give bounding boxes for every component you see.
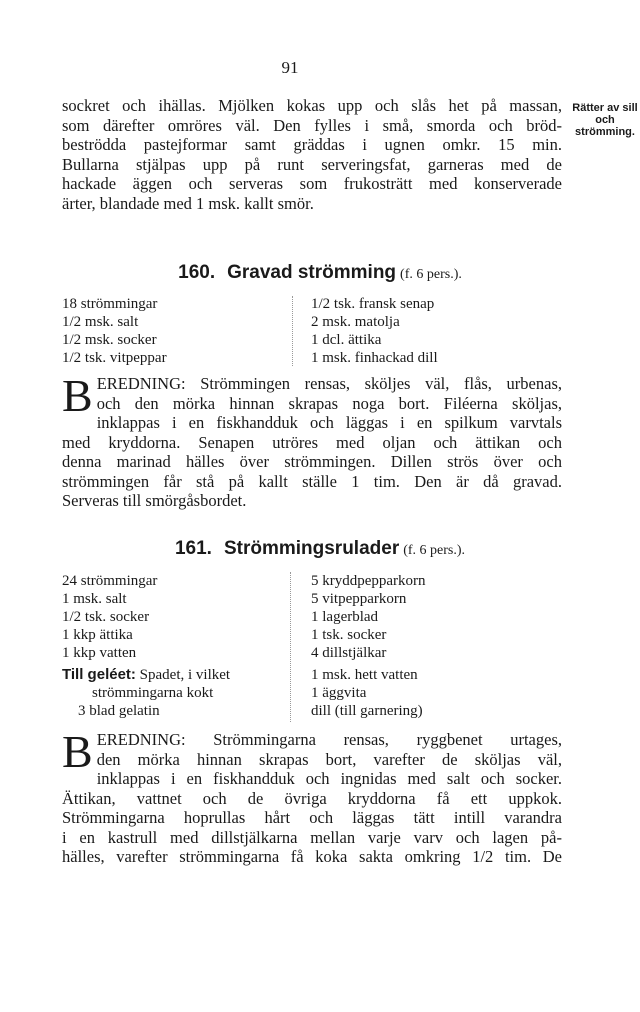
ingredient: 1 äggvita [311,685,367,701]
ingredient: 1 kkp vatten [62,645,137,661]
ingredient: 1 tsk. socker [311,627,387,643]
ingredient: 1/2 tsk. vitpeppar [62,350,167,366]
side-note [570,102,640,138]
page-number: 91 [281,58,299,77]
ingredient: Spadet, i vilket [139,667,231,683]
text-line: denna marinad hälles över strömmingen. Dillen strös över och [62,452,562,471]
ingredient: 1/2 msk. socker [62,332,157,348]
side-note-line: och [595,114,615,126]
text-line: hälles, varefter strömmingarna få koka sakta omkring 1/2 tim. De [62,847,562,866]
column-divider [290,572,291,722]
ingredient: 1 dcl. ättika [311,332,382,348]
ingredients-left [62,572,230,720]
ingredient: 18 strömmingar [62,296,158,312]
recipe-name: Gravad strömming [227,262,397,283]
recipe-number: 161. [174,538,212,559]
recipe-name: Strömmingsrulader [223,538,400,559]
ingredient: 1 msk. finhackad dill [311,350,438,366]
intro-paragraph [62,96,562,213]
text-line: Serveras till smörgåsbordet. [62,491,247,510]
ingredient: 1 lagerblad [311,609,379,625]
ingredient: 5 kryddpepparkorn [311,573,426,589]
ingredient: 2 msk. matolja [311,314,400,330]
jelly-heading-line [62,666,230,684]
ingredients-right [311,295,438,367]
ingredient: 1/2 tsk. socker [62,609,150,625]
text-line: och den mörka hinnan skrapas noga bort. Filéerna sköljas, [96,393,562,413]
recipe-160-method [62,370,562,511]
side-note-line: strömming. [575,126,635,138]
text-line: inklappas i en fiskhandduk och läggas i en spilkum varvtals [96,413,562,432]
recipe-number: 160. [178,262,216,283]
ingredient: 1 msk. hett vatten [311,667,418,683]
ingredient: 5 vitpepparkorn [311,591,407,607]
ingredient: 1 msk. salt [62,591,127,607]
text-line: Bullarna stjälpas upp på runt serveringsfat, garneras med de [62,154,562,174]
text-line: strömmingen får stå på kallt ställe 1 tim. Den är då gravad. [62,471,562,491]
text-line: med kryddorna. Senapen utröres med oljan och ättikan och [62,432,562,452]
text-line: EREDNING: Strömmingarna rensas, ryggbenet urtages, [96,730,562,749]
recipe-161-title [0,538,640,560]
text-line: i en kastrull med dillstjälkarna mellan varje varv och lagen på- [62,827,562,847]
text-line: sockret och ihällas. Mjölken kokas upp och slås het på massan, [62,96,562,115]
text-line: ärter, blandade med 1 msk. kallt smör. [62,193,314,213]
recipe-servings: (f. 6 pers.). [403,543,466,558]
ingredient: 24 strömmingar [62,573,158,589]
drop-cap: B [62,726,93,777]
text-line: inklappas i en fiskhandduk och ingnidas med salt och socker. [96,769,562,788]
ingredients-right [311,572,426,720]
text-line: som därefter omröres väl. Den fylles i små, smorda och bröd- [62,115,562,135]
text-line: hackade äggen och serveras som frukosträtt med konserverade [62,174,562,193]
ingredient: 3 blad gelatin [78,703,160,719]
ingredient: dill (till garnering) [311,703,423,719]
ingredient: 1/2 tsk. fransk senap [311,296,435,312]
side-note-line: Rätter av sill [572,102,638,114]
recipe-161-method [62,726,562,867]
text-line: Strömmingarna hoprullas hårt och läggas tätt intill varandra [62,808,562,827]
jelly-label: Till geléet: [62,666,136,683]
text-line: beströdda pastejformar samt gräddas i ugnen omkr. 15 min. [62,135,562,154]
text-line: den mörka hinnan skrapas bort, varefter de sköljas väl, [96,749,562,769]
ingredient: 1/2 msk. salt [62,314,139,330]
recipe-servings: (f. 6 pers.). [400,267,462,282]
ingredient: 4 dillstjälkar [311,645,387,661]
column-divider [292,296,293,366]
ingredient: strömmingarna kokt [92,685,214,701]
drop-cap: B [62,370,93,421]
recipe-160-title [0,262,640,284]
ingredients-left [62,295,167,367]
text-line: EREDNING: Strömmingen rensas, sköljes väl, flås, urbenas, [96,374,562,393]
ingredient: 1 kkp ättika [62,627,133,643]
text-line: Ättikan, vattnet och de övriga kryddorna få ett uppkok. [62,788,562,808]
